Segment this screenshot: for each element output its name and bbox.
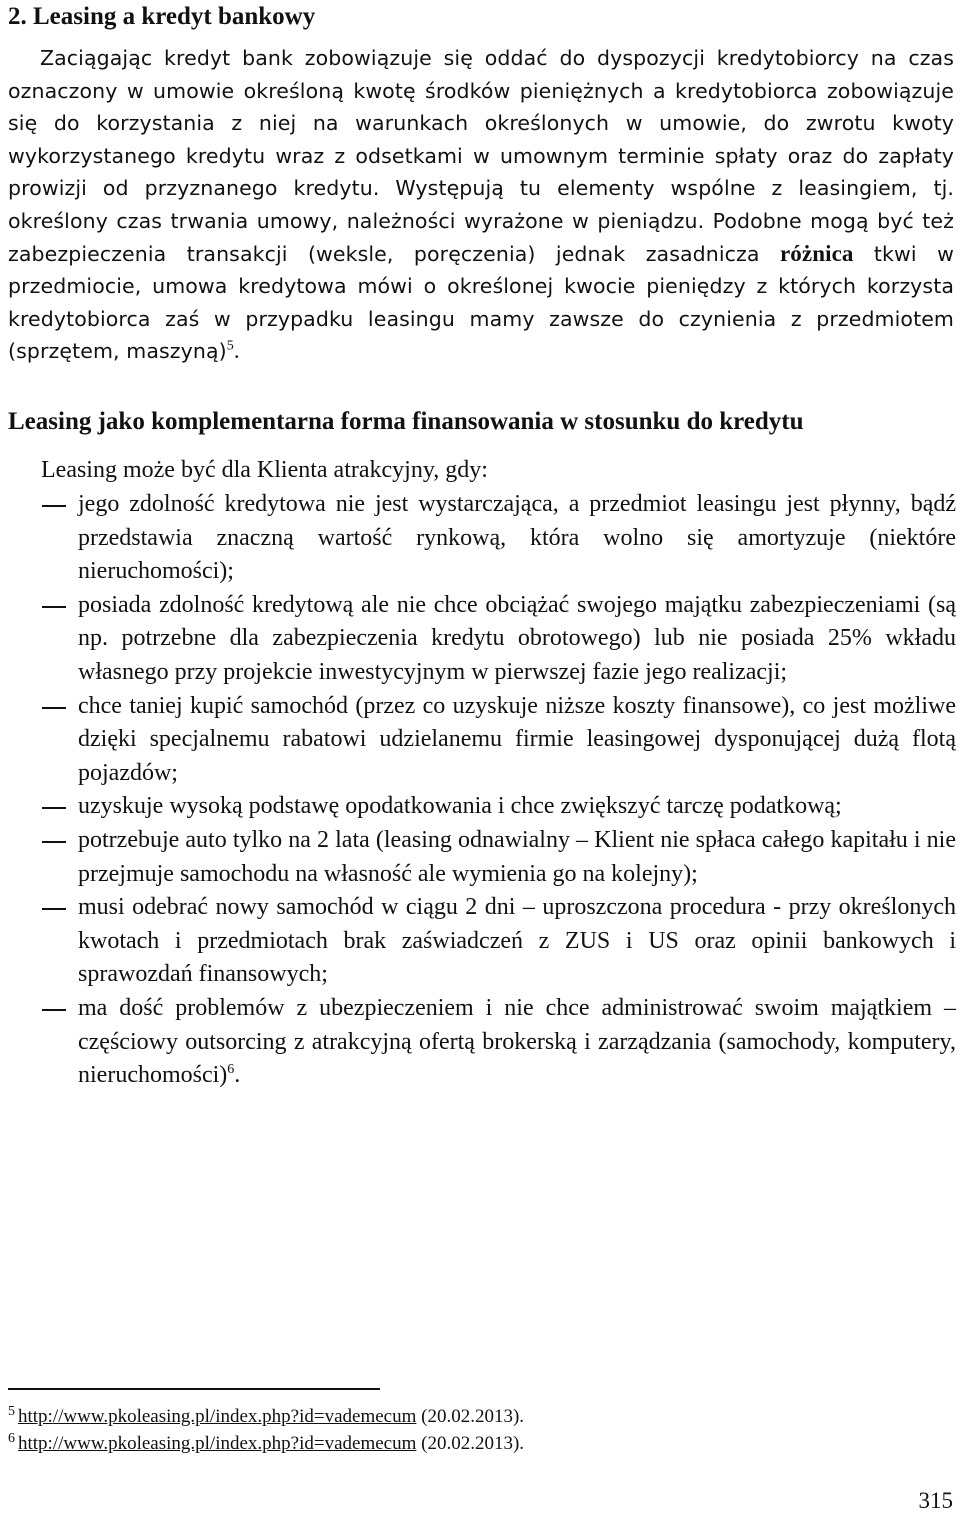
- footnote-date: (20.02.2013).: [416, 1433, 525, 1454]
- list-item: [8, 488, 956, 589]
- subsection-lead: Leasing może być dla Klienta atrakcyjny, gdy:: [41, 457, 488, 483]
- footnote-number: 5: [8, 1403, 15, 1419]
- intro-text-part1: Zaciągając kredyt bank zobowiązuje się oddać do dyspozycji kredytobiorcy na czas oznaczony w umowie określoną kwotę środków pieniężnych a kredytobiorca zobowiązuje się do korzystania z niej na warunkach określonych w umowie, do zwrotu kwoty wykorzystanego kredytu wraz z odsetkami w umownym terminie spłaty oraz do zapłaty prowizji od przyznanego kredytu. Występują tu elementy wspólne z leasingiem, tj. określony czas trwania umowy, należności wyrażone w pieniądzu.: [8, 46, 954, 233]
- footnote-link[interactable]: http://www.pkoleasing.pl/index.php?id=vademecum: [18, 1433, 417, 1454]
- list-item-text: jego zdolność kredytowa nie jest wystarczająca, a przedmiot leasingu jest płynny, bądź przedstawia znaczną wartość rynkową, która wolno się amortyzuje (niektóre nieruchomości);: [78, 491, 956, 585]
- footnote-separator: [8, 1388, 380, 1390]
- conditions-list: [8, 488, 956, 1093]
- list-item-text: uzyskuje wysoką podstawę opodatkowania i chce zwiększyć tarczę podatkową;: [78, 793, 842, 820]
- footnote-link[interactable]: http://www.pkoleasing.pl/index.php?id=vademecum: [18, 1406, 417, 1427]
- footnotes: [8, 1403, 524, 1457]
- subsection-title: Leasing jako komplementarna forma finansowania w stosunku do kredytu: [8, 408, 804, 435]
- list-item: [8, 824, 956, 891]
- intro-text-part2: Podobne mogą być też zabezpieczenia transakcji (weksle, poręczenia) jednak zasadnicza: [8, 208, 954, 266]
- list-item-text: ma dość problemów z ubezpieczeniem i nie chce administrować swoim majątkiem – częściowy outsorcing z atrakcyjną ofertą brokerską i zarządzania (samochody, komputery, nieruchomości): [78, 994, 956, 1089]
- intro-paragraph: [8, 42, 954, 368]
- footnote-number: 6: [8, 1430, 15, 1446]
- section-title: 2. Leasing a kredyt bankowy: [8, 3, 316, 30]
- list-item: [8, 790, 956, 824]
- footnote-6: [8, 1430, 524, 1457]
- intro-emphasis: różnica: [779, 240, 854, 266]
- intro-text-part3-end: [227, 338, 240, 363]
- list-item-text: chce taniej kupić samochód (przez co uzyskuje niższe koszty finansowe), co jest możliwe dzięki specjalnemu rabatowi udzielanemu firmie leasingowej dysponującej dużą flotą pojazdów;: [78, 692, 956, 786]
- list-item-text: potrzebuje auto tylko na 2 lata (leasing odnawialny – Klient nie spłaca całego kapitału i nie przejmuje samochodu na własność ale wymienia go na kolejny);: [78, 826, 956, 887]
- page-number: 315: [918, 1488, 953, 1513]
- intro-text-part3: tkwi w przedmiocie, umowa kredytowa mówi o określonej kwocie pieniędzy z których korzysta kredytobiorca zaś w przypadku leasingu mamy zawsze do czynienia z przedmiotem (sprzętem, maszyną): [8, 241, 954, 364]
- list-item: [8, 690, 956, 791]
- intro-end-punct: .: [233, 338, 240, 364]
- footnote-ref-5[interactable]: 5: [226, 338, 234, 354]
- list-item: [8, 992, 956, 1093]
- list-item: [8, 891, 956, 992]
- footnote-5: [8, 1403, 524, 1430]
- list-item: [8, 589, 956, 690]
- list-item-text: musi odebrać nowy samochód w ciągu 2 dni – uproszczona procedura - przy określonych kwotach i przedmiotach brak zaświadczeń z ZUS i US oraz opinii bankowych i sprawozdań finansowych;: [78, 894, 956, 988]
- footnote-date: (20.02.2013).: [416, 1406, 525, 1427]
- footnote-ref-6[interactable]: 6: [227, 1062, 235, 1078]
- list-item-end-punct: .: [234, 1062, 241, 1089]
- list-item-text: posiada zdolność kredytową ale nie chce obciążać swojego majątku zabezpieczeniami (są np. potrzebne dla zabezpieczenia kredytu obrotowego) lub nie posiada 25% wkładu własnego przy projekcie inwestycyjnym w pierwszej fazie jego realizacji;: [78, 591, 956, 685]
